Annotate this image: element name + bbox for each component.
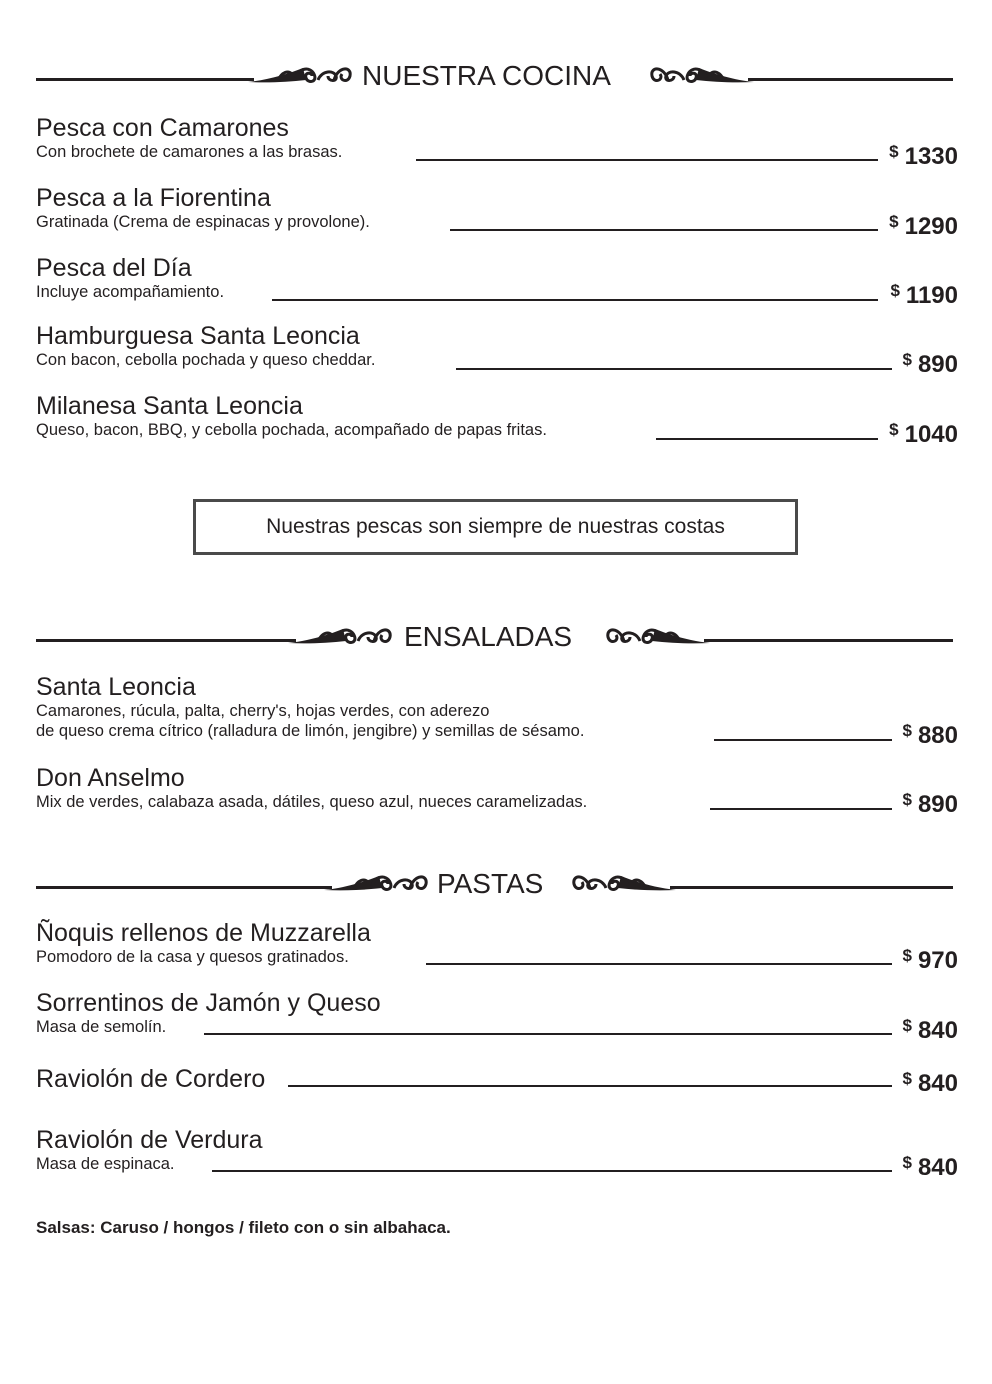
dot-leader — [204, 1033, 892, 1035]
ornament-left-icon — [288, 625, 398, 649]
section-title-pastas: PASTAS — [437, 868, 544, 899]
item-name: Pesca a la Fiorentina — [36, 184, 271, 212]
ornament-right-icon — [644, 64, 754, 88]
header-rule-left — [36, 639, 296, 642]
section-header-cocina — [36, 58, 953, 94]
notice-box: Nuestras pescas son siempre de nuestras costas — [193, 499, 798, 555]
item-desc: Mix de verdes, calabaza asada, dátiles, queso azul, nueces caramelizadas. — [36, 793, 588, 811]
item-desc: Con bacon, cebolla pochada y queso cheddar. — [36, 351, 376, 369]
item-desc: Incluye acompañamiento. — [36, 283, 225, 301]
dot-leader — [456, 368, 892, 370]
sauces-note: Salsas: Caruso / hongos / fileto con o sin albahaca. — [36, 1218, 451, 1237]
currency-symbol: $ — [902, 1153, 912, 1172]
item-desc: Masa de espinaca. — [36, 1155, 175, 1173]
menu-item — [36, 764, 958, 818]
dot-leader — [272, 299, 878, 301]
item-name: Raviolón de Verdura — [36, 1126, 263, 1154]
header-rule-right — [748, 78, 953, 81]
item-desc: Queso, bacon, BBQ, y cebolla pochada, acompañado de papas fritas. — [36, 421, 547, 439]
currency-symbol: $ — [902, 1069, 912, 1088]
item-price — [902, 942, 958, 975]
item-desc: Pomodoro de la casa y quesos gratinados. — [36, 948, 349, 966]
ornament-right-icon — [566, 872, 676, 896]
menu-item — [36, 1065, 958, 1097]
header-rule-right — [704, 639, 953, 642]
section-header-pastas — [36, 866, 953, 902]
menu-item — [36, 114, 958, 170]
item-price — [902, 1065, 958, 1098]
ornament-left-icon — [324, 872, 434, 896]
price-value: 840 — [917, 1154, 958, 1181]
currency-symbol: $ — [889, 142, 899, 161]
price-value: 1290 — [904, 213, 958, 240]
item-price — [902, 1012, 958, 1045]
currency-symbol: $ — [902, 721, 912, 740]
menu-item — [36, 673, 958, 749]
item-price — [902, 786, 958, 819]
ornament-left-icon — [248, 64, 358, 88]
item-price — [889, 208, 958, 241]
ornament-right-icon — [600, 625, 710, 649]
item-name: Milanesa Santa Leoncia — [36, 392, 303, 420]
dot-leader — [714, 739, 892, 741]
section-header-ensaladas — [36, 619, 953, 655]
price-value: 880 — [917, 722, 958, 749]
price-value: 840 — [917, 1070, 958, 1097]
menu-item — [36, 1126, 958, 1181]
item-desc: Gratinada (Crema de espinacas y provolone). — [36, 213, 370, 231]
section-title-ensaladas: ENSALADAS — [404, 621, 573, 652]
item-name: Raviolón de Cordero — [36, 1065, 266, 1093]
price-value: 1040 — [904, 421, 958, 448]
item-name: Pesca con Camarones — [36, 114, 289, 142]
item-desc: Con brochete de camarones a las brasas. — [36, 143, 343, 161]
item-price — [889, 138, 958, 171]
dot-leader — [426, 963, 892, 965]
item-name: Santa Leoncia — [36, 673, 196, 701]
item-price — [890, 277, 958, 310]
item-price — [902, 346, 958, 379]
dot-leader — [710, 808, 892, 810]
item-desc-line2: de queso crema cítrico (ralladura de limón, jengibre) y semillas de sésamo. — [36, 722, 585, 740]
header-rule-left — [36, 78, 254, 81]
currency-symbol: $ — [902, 350, 912, 369]
item-name: Hamburguesa Santa Leoncia — [36, 322, 360, 350]
header-rule-right — [670, 886, 953, 889]
currency-symbol: $ — [902, 790, 912, 809]
dot-leader — [450, 229, 878, 231]
price-value: 890 — [917, 791, 958, 818]
currency-symbol: $ — [902, 1016, 912, 1035]
dot-leader — [416, 159, 878, 161]
header-rule-left — [36, 886, 332, 889]
item-name: Ñoquis rellenos de Muzzarella — [36, 919, 371, 947]
price-value: 890 — [917, 351, 958, 378]
item-name: Pesca del Día — [36, 254, 192, 282]
price-value: 840 — [917, 1017, 958, 1044]
price-value: 1190 — [905, 282, 958, 309]
dot-leader — [656, 438, 878, 440]
item-name: Sorrentinos de Jamón y Queso — [36, 989, 381, 1017]
item-name: Don Anselmo — [36, 764, 185, 792]
menu-item — [36, 392, 958, 448]
menu-item — [36, 322, 958, 378]
item-price — [902, 717, 958, 750]
item-desc: Masa de semolín. — [36, 1018, 167, 1036]
menu-item — [36, 254, 958, 309]
dot-leader — [288, 1085, 892, 1087]
price-value: 970 — [917, 947, 958, 974]
price-value: 1330 — [904, 143, 958, 170]
currency-symbol: $ — [902, 946, 912, 965]
currency-symbol: $ — [890, 281, 900, 300]
section-title-cocina: NUESTRA COCINA — [362, 60, 611, 91]
currency-symbol: $ — [889, 420, 899, 439]
dot-leader — [212, 1170, 892, 1172]
menu-item — [36, 919, 958, 974]
menu-item — [36, 989, 958, 1044]
menu-item — [36, 184, 958, 240]
item-price — [902, 1149, 958, 1182]
item-desc-line1: Camarones, rúcula, palta, cherry's, hojas verdes, con aderezo — [36, 702, 490, 720]
item-price — [889, 416, 958, 449]
currency-symbol: $ — [889, 212, 899, 231]
